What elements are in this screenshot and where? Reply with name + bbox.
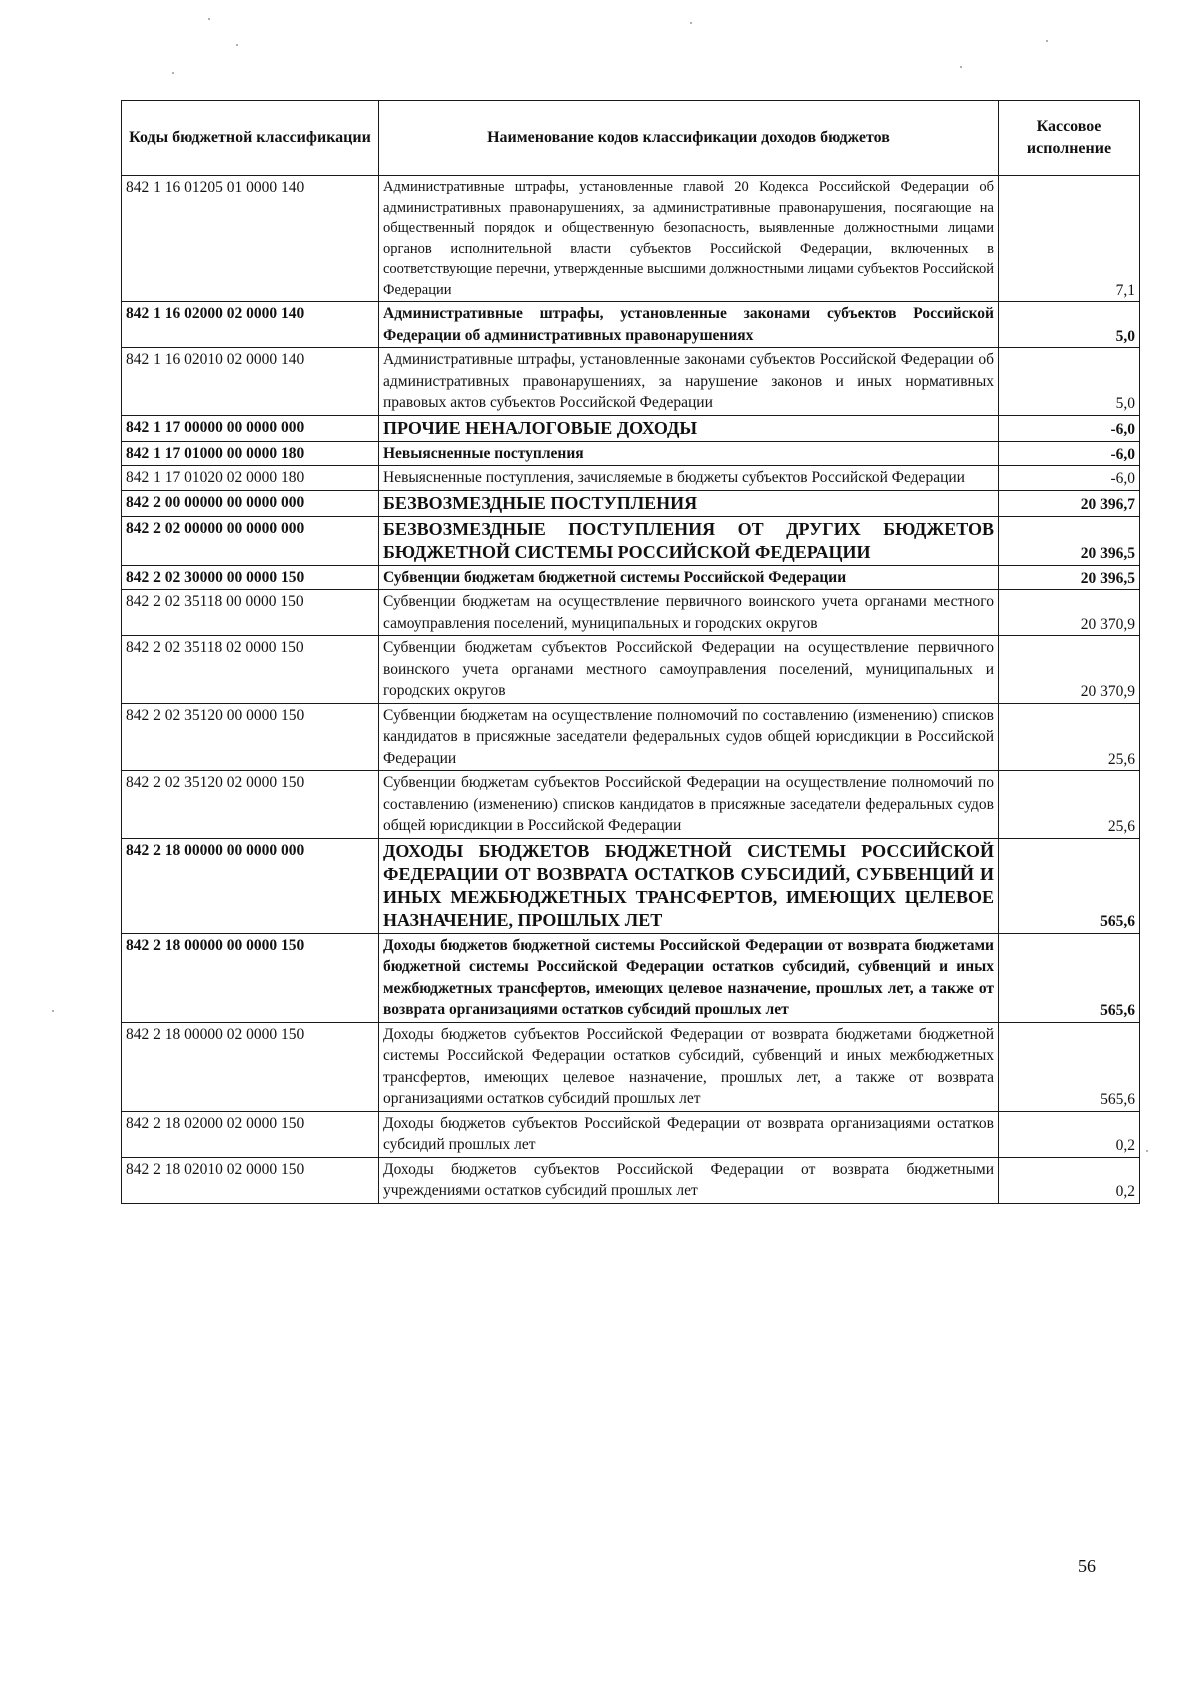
row-code: 842 2 02 30000 00 0000 150 [122,565,379,590]
row-code: 842 2 02 35120 02 0000 150 [122,771,379,839]
scan-speck [172,72,174,74]
row-description: Доходы бюджетов субъектов Российской Федерации от возврата организациями остатков субсидий прошлых лет [379,1111,999,1157]
table-row [122,771,1140,839]
header-code: Коды бюджетной классификации [122,101,379,176]
row-amount: 5,0 [999,302,1140,348]
scan-speck [236,44,238,46]
row-amount: 7,1 [999,176,1140,302]
row-amount: 5,0 [999,348,1140,416]
row-description: БЕЗВОЗМЕЗДНЫЕ ПОСТУПЛЕНИЯ [379,490,999,516]
scan-speck [690,22,692,24]
table-header-row [122,101,1140,176]
row-code: 842 1 17 00000 00 0000 000 [122,415,379,441]
scan-speck [1046,40,1048,42]
row-code: 842 2 18 02010 02 0000 150 [122,1157,379,1203]
row-description: Невыясненные поступления, зачисляемые в бюджеты субъектов Российской Федерации [379,466,999,491]
table-row [122,490,1140,516]
scan-speck [960,66,962,68]
header-name: Наименование кодов классификации доходов бюджетов [379,101,999,176]
scan-speck [1146,1150,1148,1152]
table-row [122,933,1140,1022]
row-description: БЕЗВОЗМЕЗДНЫЕ ПОСТУПЛЕНИЯ ОТ ДРУГИХ БЮДЖЕТОВ БЮДЖЕТНОЙ СИСТЕМЫ РОССИЙСКОЙ ФЕДЕРАЦИИ [379,516,999,565]
table-row [122,838,1140,933]
row-amount: -6,0 [999,466,1140,491]
row-description: Субвенции бюджетам субъектов Российской Федерации на осуществление первичного воинского учета органами местного самоуправления поселений, муниципальных и городских округов [379,636,999,704]
row-code: 842 1 16 01205 01 0000 140 [122,176,379,302]
row-code: 842 1 16 02000 02 0000 140 [122,302,379,348]
row-description: Субвенции бюджетам на осуществление первичного воинского учета органами местного самоуправления поселений, муниципальных и городских округов [379,590,999,636]
row-code: 842 1 17 01020 02 0000 180 [122,466,379,491]
row-amount: -6,0 [999,415,1140,441]
row-amount: 565,6 [999,1022,1140,1111]
row-code: 842 2 18 00000 02 0000 150 [122,1022,379,1111]
row-code: 842 1 17 01000 00 0000 180 [122,441,379,466]
row-amount: -6,0 [999,441,1140,466]
row-description: Административные штрафы, установленные законами субъектов Российской Федерации об административных правонарушениях [379,302,999,348]
table-row [122,348,1140,416]
row-amount: 20 396,5 [999,516,1140,565]
table-row [122,176,1140,302]
header-amount: Кассовое исполнение [999,101,1140,176]
table-row [122,703,1140,771]
scan-speck [208,18,210,20]
revenue-table [121,100,1140,1204]
row-description: ПРОЧИЕ НЕНАЛОГОВЫЕ ДОХОДЫ [379,415,999,441]
row-description: Субвенции бюджетам субъектов Российской Федерации на осуществление полномочий по составлению (изменению) списков кандидатов в присяжные заседатели федеральных судов общей юрисдикции в Российской Федерации [379,771,999,839]
row-amount: 25,6 [999,771,1140,839]
row-description: Доходы бюджетов субъектов Российской Федерации от возврата бюджетами бюджетной системы Российской Федерации остатков субсидий, субвенций и иных межбюджетных трансфертов, имеющих целевое назначение, прошлых лет, а также от возврата организациями остатков субсидий прошлых лет [379,1022,999,1111]
row-description: Доходы бюджетов субъектов Российской Федерации от возврата бюджетными учреждениями остатков субсидий прошлых лет [379,1157,999,1203]
row-code: 842 2 02 00000 00 0000 000 [122,516,379,565]
table-row [122,302,1140,348]
table-row [122,441,1140,466]
row-description: Субвенции бюджетам на осуществление полномочий по составлению (изменению) списков кандидатов в присяжные заседатели федеральных судов общей юрисдикции в Российской Федерации [379,703,999,771]
row-description: Доходы бюджетов бюджетной системы Российской Федерации от возврата бюджетами бюджетной системы Российской Федерации остатков субсидий, субвенций и иных межбюджетных трансфертов, имеющих целевое назначение, прошлых лет, а также от возврата организациями остатков субсидий прошлых лет [379,933,999,1022]
row-code: 842 2 02 35120 00 0000 150 [122,703,379,771]
row-amount: 25,6 [999,703,1140,771]
page-number: 56 [1078,1556,1096,1576]
table-row [122,415,1140,441]
row-amount: 0,2 [999,1157,1140,1203]
row-description: Административные штрафы, установленные главой 20 Кодекса Российской Федерации об административных правонарушениях, за административные правонарушения, посягающие на общественный порядок и общественную безопасность, выявленные должностными лицами органов исполнительной власти субъектов Российской Федерации, включенных в соответствующие перечни, утвержденные высшими должностными лицами субъектов Российской Федерации [379,176,999,302]
row-amount: 0,2 [999,1111,1140,1157]
table-row [122,1111,1140,1157]
row-amount: 20 396,7 [999,490,1140,516]
row-amount: 565,6 [999,933,1140,1022]
table-body [122,176,1140,1204]
table-row [122,1022,1140,1111]
table-row [122,1157,1140,1203]
row-description: ДОХОДЫ БЮДЖЕТОВ БЮДЖЕТНОЙ СИСТЕМЫ РОССИЙСКОЙ ФЕДЕРАЦИИ ОТ ВОЗВРАТА ОСТАТКОВ СУБСИДИЙ, СУБВЕНЦИЙ И ИНЫХ МЕЖБЮДЖЕТНЫХ ТРАНСФЕРТОВ, ИМЕЮЩИХ ЦЕЛЕВОЕ НАЗНАЧЕНИЕ, ПРОШЛЫХ ЛЕТ [379,838,999,933]
row-code: 842 2 18 00000 00 0000 000 [122,838,379,933]
row-amount: 565,6 [999,838,1140,933]
row-code: 842 2 02 35118 02 0000 150 [122,636,379,704]
table-row [122,565,1140,590]
row-code: 842 1 16 02010 02 0000 140 [122,348,379,416]
row-code: 842 2 18 02000 02 0000 150 [122,1111,379,1157]
row-amount: 20 370,9 [999,636,1140,704]
table-row [122,466,1140,491]
row-amount: 20 370,9 [999,590,1140,636]
row-code: 842 2 18 00000 00 0000 150 [122,933,379,1022]
table-row [122,516,1140,565]
row-description: Административные штрафы, установленные законами субъектов Российской Федерации об административных правонарушениях, за нарушение законов и иных нормативных правовых актов субъектов Российской Федерации [379,348,999,416]
table-row [122,636,1140,704]
table-row [122,590,1140,636]
row-code: 842 2 00 00000 00 0000 000 [122,490,379,516]
scan-speck [52,1010,54,1012]
row-description: Невыясненные поступления [379,441,999,466]
row-description: Субвенции бюджетам бюджетной системы Российской Федерации [379,565,999,590]
row-code: 842 2 02 35118 00 0000 150 [122,590,379,636]
row-amount: 20 396,5 [999,565,1140,590]
